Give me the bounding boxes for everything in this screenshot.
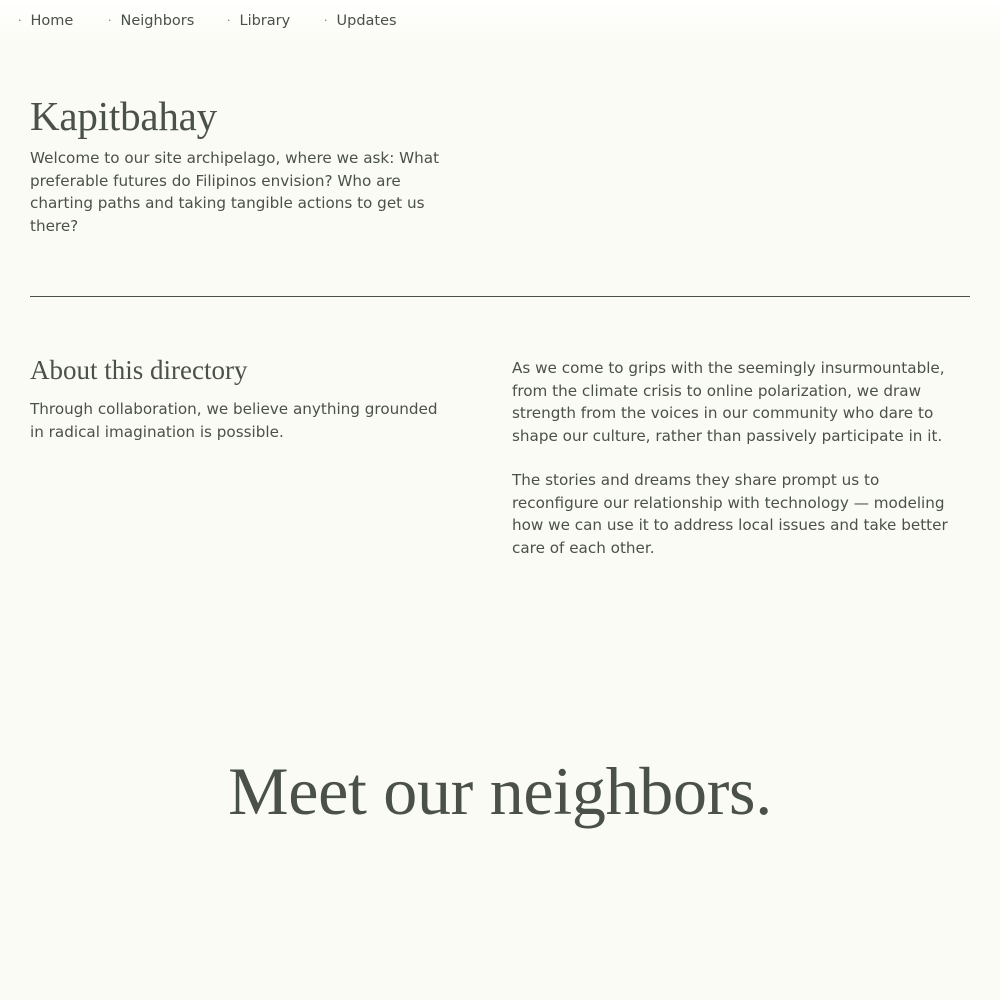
bullet-icon: · xyxy=(108,14,112,27)
about-body-text: Through collaboration, we believe anything grounded in radical imagination is possible. xyxy=(30,400,438,441)
nav-updates-link[interactable] xyxy=(324,13,397,29)
nav-neighbors-link[interactable] xyxy=(108,13,194,29)
bullet-icon: · xyxy=(18,14,22,27)
about-heading: About this directory xyxy=(30,355,248,385)
nav-home-link[interactable] xyxy=(18,13,73,29)
intro-text: Welcome to our site archipelago, where we ask: What preferable futures do Filipinos envision? Who are charting paths and taking tangible actions to get us there? xyxy=(30,149,440,235)
neighbors-heading: Meet our neighbors. xyxy=(228,753,772,829)
nav-library-link[interactable] xyxy=(227,13,290,29)
nav-library-label: Library xyxy=(239,13,291,29)
about-paragraph: As we come to grips with the seemingly insurmountable, from the climate crisis to online polarization, we draw strength from the voices in our community who dare to shape our culture, rather than passively participate in it. xyxy=(512,359,945,445)
section-divider xyxy=(30,296,970,297)
site-title: Kapitbahay xyxy=(30,93,217,139)
nav-updates-label: Updates xyxy=(336,13,397,29)
bullet-icon: · xyxy=(324,14,328,27)
about-paragraph: The stories and dreams they share prompt us to reconfigure our relationship with technology — modeling how we can use it to address local issues and take better care of each other. xyxy=(512,471,948,557)
nav-home-label: Home xyxy=(30,13,74,29)
bullet-icon: · xyxy=(227,14,231,27)
about-description xyxy=(512,357,970,581)
nav-neighbors-label: Neighbors xyxy=(120,13,195,29)
top-nav xyxy=(0,0,1000,44)
